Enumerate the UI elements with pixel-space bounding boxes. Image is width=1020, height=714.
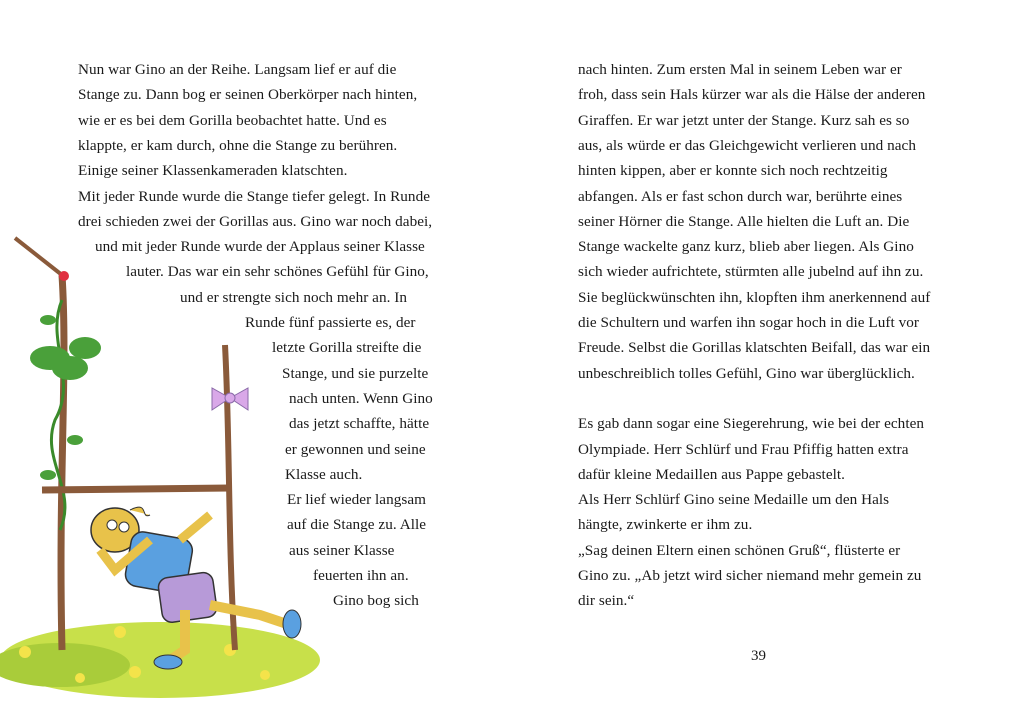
left-text-line: Runde fünf passierte es, der [245, 314, 416, 331]
right-text-line: „Sag deinen Eltern einen schönen Gruß“, flüsterte er [578, 541, 901, 559]
right-text-line: aus, als würde er das Gleichgewicht verlieren und nach [578, 136, 916, 154]
left-text-line: letzte Gorilla streifte die [272, 339, 422, 357]
right-text-line: Es gab dann sogar eine Siegerehrung, wie bei der echten [578, 415, 925, 433]
right-text-line: Giraffen. Er war jetzt unter der Stange. Kurz sah es so [578, 111, 910, 129]
right-text-line: Sie beglückwünschten ihn, klopften ihm anerkennend auf [578, 288, 931, 306]
left-text-line: nach unten. Wenn Gino [289, 389, 433, 407]
left-text-line: wie er es bei dem Gorilla beobachtet hatte. Und es [78, 111, 387, 129]
left-text-line: Gino bog sich [333, 592, 419, 610]
page-number: 39 [751, 648, 766, 664]
left-text-line: auf die Stange zu. Alle [287, 516, 427, 534]
left-text-line: und er strengte sich noch mehr an. In [180, 288, 408, 306]
arrow [15, 238, 62, 275]
right-text-line: die Schultern und warfen ihn sogar hoch in die Luft vor [578, 314, 920, 331]
left-text-line: und mit jeder Runde wurde der Applaus seiner Klasse [95, 238, 425, 256]
right-text-line: froh, dass sein Hals kürzer war als die Hälse der anderen [578, 86, 926, 104]
right-text-line: dir sein.“ [578, 592, 635, 610]
left-text-line: aus seiner Klasse [289, 541, 395, 559]
right-text-line: Stange wackelte ganz kurz, blieb aber liegen. Als Gino [578, 238, 914, 256]
left-text-line: Stange, und sie purzelte [282, 364, 429, 382]
left-text-line: Stange zu. Dann bog er seinen Oberkörper nach hinten, [78, 86, 418, 104]
left-text-line: das jetzt schaffte, hätte [289, 415, 430, 433]
right-text-line: Gino zu. „Ab jetzt wird sicher niemand mehr gemein zu [578, 567, 922, 584]
giraffe-limbo-illustration [0, 220, 345, 714]
right-text-line: Als Herr Schlürf Gino seine Medaille um den Hals [578, 491, 890, 509]
right-text-line: Freude. Selbst die Gorillas klatschten Beifall, das war ein [578, 339, 931, 357]
right-text-line: seiner Hörner die Stange. Alle hielten die Luft an. Die [578, 212, 910, 230]
left-pole [61, 275, 64, 650]
left-text-line: Einige seiner Klassenkameraden klatschten. [78, 162, 348, 180]
left-text-line: lauter. Das war ein sehr schönes Gefühl für Gino, [126, 263, 429, 281]
left-text-line: klappte, er kam durch, ohne die Stange zu berühren. [78, 136, 398, 154]
left-text-line: feuerten ihn an. [313, 567, 409, 584]
left-text-line: Nun war Gino an der Reihe. Langsam lief er auf die [78, 61, 397, 78]
right-text-line: unbeschreiblich tolles Gefühl, Gino war überglücklich. [578, 364, 915, 382]
limbo-bar [42, 488, 230, 490]
left-text-line: Er lief wieder langsam [287, 491, 426, 509]
left-text-line: drei schieden zwei der Gorillas aus. Gino war noch dabei, [78, 212, 433, 230]
left-text-line: Mit jeder Runde wurde die Stange tiefer gelegt. In Runde [78, 187, 431, 205]
right-text-line: Olympiade. Herr Schlürf und Frau Pfiffig hatten extra [578, 440, 909, 458]
right-text-line: abfangen. Als er fast schon durch war, berührte eines [578, 187, 903, 205]
left-text-line: er gewonnen und seine [285, 440, 426, 458]
left-text-line: Klasse auch. [285, 465, 363, 483]
right-text-line: dafür kleine Medaillen aus Pappe gebastelt. [578, 465, 845, 483]
right-text-line: hängte, zwinkerte er ihm zu. [578, 516, 753, 534]
right-text-line: nach hinten. Zum ersten Mal in seinem Leben war er [578, 61, 902, 78]
right-text-line: hinten kippen, aber er konnte sich noch rechtzeitig [578, 162, 888, 180]
right-text-line: sich wieder aufrichtete, stürmten alle jubelnd auf ihn zu. [578, 263, 924, 281]
right-page [510, 0, 1020, 714]
